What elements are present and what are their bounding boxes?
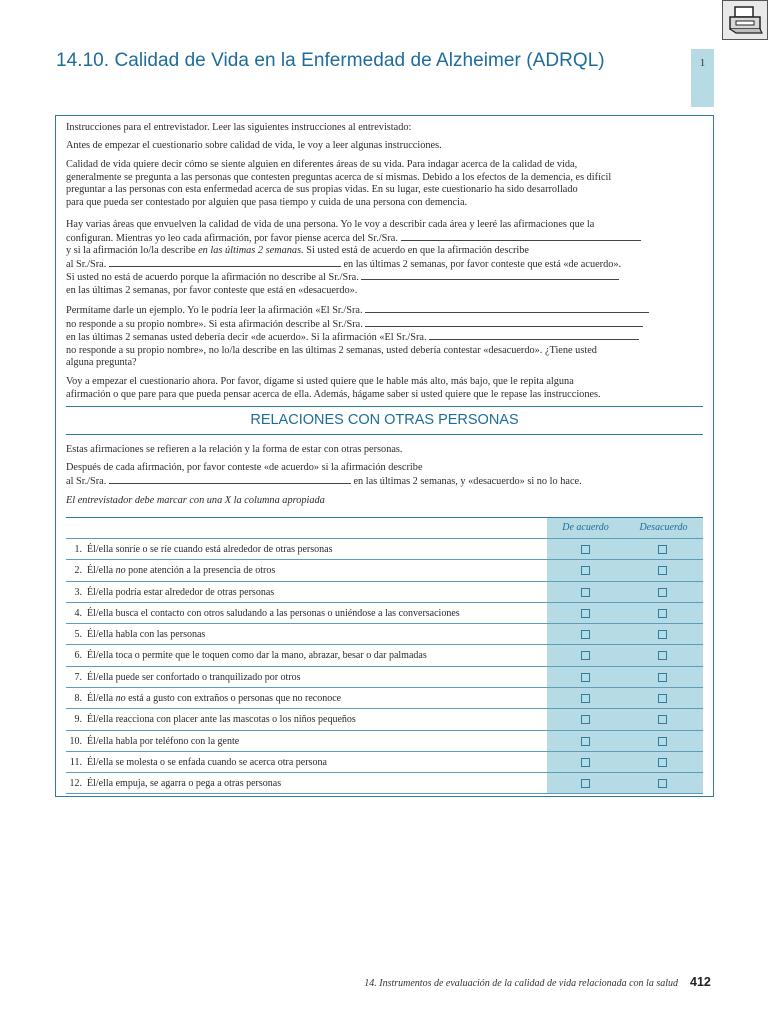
agree-checkbox[interactable] <box>581 545 590 554</box>
instructions-intro: Antes de empezar el cuestionario sobre calidad de vida, le voy a leer algunas instrucciones. <box>66 140 442 151</box>
agree-checkbox[interactable] <box>581 694 590 703</box>
text-line: al Sr./Sra. en las últimas 2 semanas, y «desacuerdo» si no lo hace. <box>66 475 582 487</box>
instructions-paragraph-start <box>66 376 706 401</box>
item-number: 10. <box>69 735 82 747</box>
table-row <box>66 538 703 559</box>
section-divider <box>66 406 703 407</box>
table-row <box>66 751 703 772</box>
page-tab <box>691 49 714 107</box>
page-number: 412 <box>690 975 711 989</box>
item-number: 3. <box>74 586 82 598</box>
disagree-checkbox[interactable] <box>658 630 667 639</box>
printer-icon <box>726 4 764 36</box>
table-body <box>66 538 703 794</box>
table-row <box>66 666 703 687</box>
item-statement: Él/ella empuja, se agarra o pega a otras personas <box>87 778 282 790</box>
item-number: 9. <box>74 714 82 726</box>
section-intro: Estas afirmaciones se refieren a la relación y la forma de estar con otras personas. <box>66 444 403 455</box>
instructions-paragraph-quality <box>66 159 706 209</box>
print-button[interactable] <box>722 0 768 40</box>
agree-checkbox[interactable] <box>581 737 590 746</box>
disagree-checkbox[interactable] <box>658 779 667 788</box>
item-statement: Él/ella se molesta o se enfada cuando se acerca otra persona <box>87 756 327 768</box>
item-number: 12. <box>69 778 82 790</box>
text-line: preguntar a las personas con esta enfermedad acerca de sus propias vidas. En su lugar, este cuestionario ha sido desarrollado <box>66 184 578 196</box>
name-blank[interactable] <box>429 331 639 340</box>
disagree-checkbox[interactable] <box>658 737 667 746</box>
item-number: 5. <box>74 629 82 641</box>
table-row <box>66 623 703 644</box>
item-number: 6. <box>74 650 82 662</box>
name-blank[interactable] <box>109 475 351 484</box>
disagree-checkbox[interactable] <box>658 673 667 682</box>
interviewer-note: El entrevistador debe marcar con una X la columna apropiada <box>66 495 325 506</box>
text-line: para que pueda ser contestado por alguien que pasa tiempo y cuida de una persona con demencia. <box>66 196 468 208</box>
instructions-heading: Instrucciones para el entrevistador. Leer las siguientes instrucciones al entrevistado: <box>66 122 412 133</box>
item-number: 11. <box>69 756 82 768</box>
page-title: 14.10. Calidad de Vida en la Enfermedad de Alzheimer (ADRQL) <box>56 50 605 71</box>
item-statement: Él/ella sonríe o se ríe cuando está alrededor de otras personas <box>87 544 333 555</box>
item-statement: Él/ella busca el contacto con otros saludando a las personas o uniéndose a las conversaciones <box>87 607 460 619</box>
disagree-checkbox[interactable] <box>658 651 667 660</box>
item-statement: Él/ella no pone atención a la presencia de otros <box>87 565 276 577</box>
column-header-disagree: Desacuerdo <box>639 522 688 533</box>
disagree-checkbox[interactable] <box>658 566 667 575</box>
item-number: 2. <box>74 565 82 577</box>
item-statement: Él/ella puede ser confortado o tranquilizado por otros <box>87 671 301 683</box>
item-statement: Él/ella habla por teléfono con la gente <box>87 735 240 747</box>
table-header <box>66 517 703 538</box>
agree-checkbox[interactable] <box>581 758 590 767</box>
name-blank[interactable] <box>109 258 341 267</box>
agree-checkbox[interactable] <box>581 779 590 788</box>
name-blank[interactable] <box>365 304 649 313</box>
disagree-checkbox[interactable] <box>658 545 667 554</box>
disagree-checkbox[interactable] <box>658 694 667 703</box>
text-line: generalmente se pregunta a las personas que contesten preguntas acerca de sí mismas. Debido a los efectos de la demencia, es difícil <box>66 171 612 183</box>
text-line: Hay varias áreas que envuelven la calidad de vida de una persona. Yo le voy a describir cada área y leeré las afirmaciones que la <box>66 219 595 230</box>
item-number: 8. <box>74 693 82 705</box>
item-statement: Él/ella no está a gusto con extraños o personas que no reconoce <box>87 693 342 705</box>
disagree-checkbox[interactable] <box>658 758 667 767</box>
column-header-agree: De acuerdo <box>562 522 609 533</box>
item-statement: Él/ella reacciona con placer ante las mascotas o los niños pequeños <box>87 714 356 726</box>
table-row <box>66 644 703 665</box>
section-divider <box>66 434 703 435</box>
text-line: no responde a su propio nombre». Si esta afirmación describe al Sr./Sra. <box>66 318 706 332</box>
name-blank[interactable] <box>365 318 643 327</box>
item-number: 7. <box>74 671 82 683</box>
disagree-checkbox[interactable] <box>658 588 667 597</box>
footer-text: 14. Instrumentos de evaluación de la calidad de vida relacionada con la salud <box>364 978 678 989</box>
instructions-paragraph-areas <box>66 219 706 298</box>
item-statement: Él/ella toca o permite que le toquen como dar la mano, abrazar, besar o dar palmadas <box>87 650 427 662</box>
text-line: al Sr./Sra. en las últimas 2 semanas, por favor conteste que está «de acuerdo». <box>66 258 622 270</box>
table-row <box>66 559 703 580</box>
questionnaire-table <box>66 517 703 794</box>
table-row <box>66 730 703 751</box>
agree-checkbox[interactable] <box>581 651 590 660</box>
item-statement: Él/ella habla con las personas <box>87 629 206 641</box>
disagree-checkbox[interactable] <box>658 715 667 724</box>
text-line: Voy a empezar el cuestionario ahora. Por favor, dígame si usted quiere que le hable más alto, más bajo, que le repita alguna <box>66 376 574 387</box>
table-row <box>66 581 703 602</box>
item-statement: Él/ella podría estar alrededor de otras personas <box>87 586 275 598</box>
section-title: RELACIONES CON OTRAS PERSONAS <box>250 412 519 428</box>
text-line: en las últimas 2 semanas usted debería decir «de acuerdo». Si la afirmación «El Sr./Sra. <box>66 331 706 345</box>
name-blank[interactable] <box>401 232 641 241</box>
text-line: en las últimas 2 semanas, por favor conteste que está en «desacuerdo». <box>66 284 358 296</box>
text-line: no responde a su propio nombre», no lo/la describe en las últimas 2 semanas, usted debería contestar «desacuerdo». ¿Tiene usted <box>66 344 597 356</box>
disagree-checkbox[interactable] <box>658 609 667 618</box>
text-line: alguna pregunta? <box>66 357 137 369</box>
section-instructions <box>66 462 706 488</box>
text-line: Permítame darle un ejemplo. Yo le podría leer la afirmación «El Sr./Sra. <box>66 304 706 318</box>
page-tab-number: 1 <box>699 57 706 69</box>
agree-checkbox[interactable] <box>581 609 590 618</box>
text-line: configuran. Mientras yo leo cada afirmación, por favor piense acerca del Sr./Sra. <box>66 232 706 246</box>
table-row <box>66 708 703 729</box>
agree-checkbox[interactable] <box>581 630 590 639</box>
instructions-paragraph-example <box>66 304 706 370</box>
item-number: 4. <box>74 607 82 619</box>
text-line: Si usted no está de acuerdo porque la afirmación no describe al Sr./Sra. <box>66 271 706 285</box>
text-line: Después de cada afirmación, por favor conteste «de acuerdo» si la afirmación describe <box>66 462 423 473</box>
agree-checkbox[interactable] <box>581 588 590 597</box>
table-row <box>66 602 703 623</box>
table-row <box>66 687 703 708</box>
item-number: 1. <box>74 544 82 555</box>
agree-checkbox[interactable] <box>581 566 590 575</box>
table-row <box>66 772 703 793</box>
text-line: afirmación o que pare para que pueda pensar acerca de ella. Además, hágame saber si usted quiere que le repase las instrucciones. <box>66 388 601 400</box>
agree-checkbox[interactable] <box>581 673 590 682</box>
agree-checkbox[interactable] <box>581 715 590 724</box>
text-line: y si la afirmación lo/la describe en las últimas 2 semanas. Si usted está de acuerdo en que la afirmación describe <box>66 245 529 257</box>
name-blank[interactable] <box>361 271 619 280</box>
text-line: Calidad de vida quiere decir cómo se siente alguien en diferentes áreas de su vida. Para indagar acerca de la calidad de vida, <box>66 159 578 170</box>
